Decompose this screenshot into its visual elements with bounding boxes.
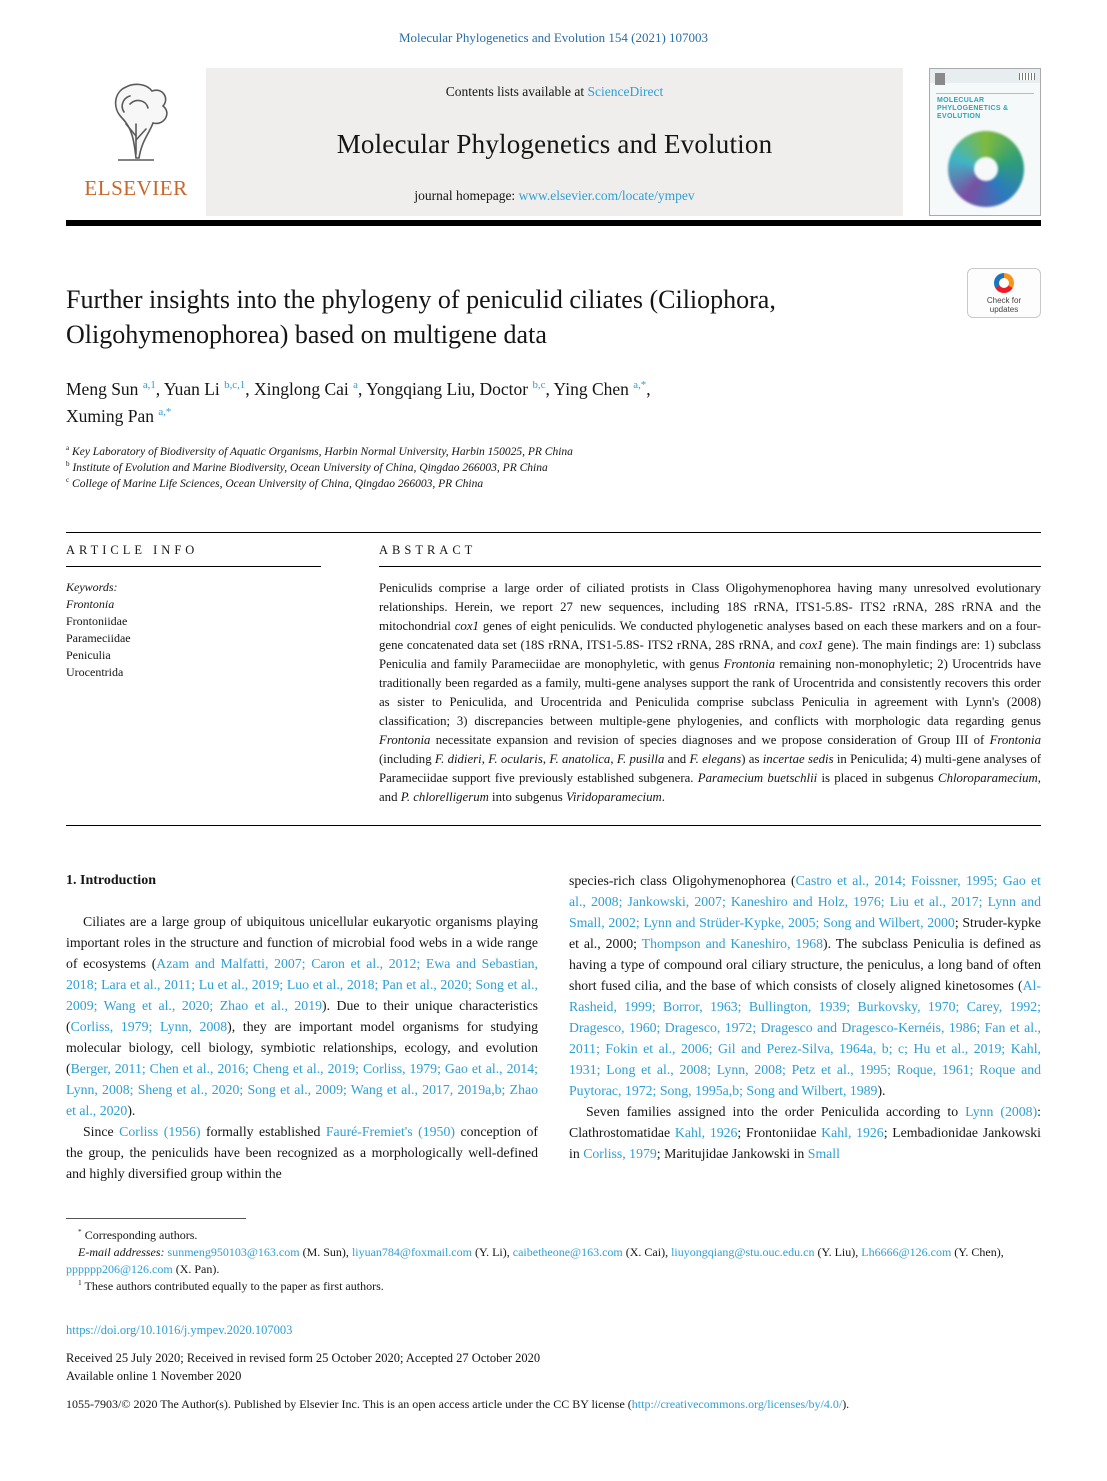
footer-block [66, 1321, 1041, 1413]
elsevier-tree-icon [90, 74, 182, 174]
title-row [66, 282, 1041, 352]
intro-paragraph-2: Since Corliss (1956) formally established Fauré-Fremiet's (1950) conception of the group, the peniculids have been recognized as a morphologically well-defined and highly diversified group within the [66, 1124, 538, 1181]
article-info-heading: ARTICLE INFO [66, 543, 321, 567]
link[interactable]: Small [807, 1146, 840, 1161]
article-info-abstract-section [66, 532, 1041, 826]
abstract-text: Peniculids comprise a large order of ciliated protists in Class Oligohymenophorea having many unresolved evolutionary relationships. Herein, we report 27 new sequences, including 18S rRNA, ITS1-5.8S- ITS2 rRNA, 28S rRNA and the mitochondrial cox1 genes of eight peniculids. We conducted phylogenetic analyses based on each these markers and on a four-gene concatenated data set (18S rRNA, ITS1-5.8S- ITS2 rRNA, 28S rRNA, and cox1 gene). The main findings are: 1) subclass Peniculia and family Parameciidae are monophyletic, with genus Frontonia remaining non-monophyletic; 2) Urocentrids have traditionally been regarded as a family, multi-gene analyses support the rank of Urocentrida and consistently recovers this order as sister to Peniculida, and Urocentrida and Peniculida comprise subclass Peniculia in agreement with Lynn's (2008) classification; 3) discrepancies between multiple-gene phylogenies, and conflicts with morphologic data regarding genus Frontonia necessitate expansion and revision of species diagnoses and we propose consideration of Group III of Frontonia (including F. didieri, F. ocularis, F. anatolica, F. pusilla and F. elegans) as incertae sedis in Peniculida; 4) multi-gene analyses of Parameciidae support five previously established subgenera. Paramecium buetschlii is placed in subgenus Chloroparamecium, and P. chlorelligerum into subgenus Viridoparamecium. [379, 581, 1041, 804]
link[interactable]: Corliss (1956) [119, 1124, 201, 1139]
link[interactable]: Castro et al., 2014; Foissner, 1995; Gao et al., 2008; Jankowski, 2007; Kaneshiro and Holz, 1976; Liu et al., 2017; Lynn and Small, 2002; Lynn and Strüder-Kypke, 2005; Song and Wilbert, 2000 [569, 873, 1042, 930]
homepage-line [214, 188, 895, 204]
link[interactable]: Kahl, 1926 [674, 1125, 738, 1140]
keywords-label: Keywords: [66, 580, 118, 594]
link[interactable]: a,1 [142, 379, 156, 392]
link[interactable]: liuyongqiang@stu.ouc.edu.cn [671, 1245, 815, 1259]
email-addresses-line: E-mail addresses: sunmeng950103@163.com (M. Sun), liyuan784@foxmail.com (Y. Li), caibetheone@163.com (X. Cai), liuyongqiang@stu.ouc.edu.cn (Y. Liu), Lh6666@126.com (Y. Chen), pppppp206@126.com (X. Pan). [66, 1245, 1004, 1276]
equal-contribution-note: $^1$ These authors contributed equally to the paper as first authors. [78, 1278, 384, 1293]
link[interactable]: Corliss, 1979; Lynn, 2008 [70, 1019, 228, 1034]
journal-banner [206, 68, 903, 216]
cover-mini-logo [935, 73, 945, 85]
link[interactable]: b,c,1 [224, 379, 246, 392]
body-column-right [569, 870, 1041, 1184]
keywords-list [66, 596, 321, 681]
link[interactable]: Fauré-Fremiet's (1950) [325, 1124, 455, 1139]
abstract-column [379, 543, 1041, 807]
cover-rule [936, 93, 1034, 94]
link[interactable]: Lynn (2008) [965, 1104, 1038, 1119]
body-column-left [66, 870, 538, 1184]
link[interactable]: b,c [532, 379, 546, 392]
link[interactable]: Thompson and Kaneshiro, 1968 [641, 936, 824, 951]
link[interactable]: liyuan784@foxmail.com [351, 1245, 472, 1259]
link[interactable]: a [353, 379, 358, 392]
doi-link[interactable]: https://doi.org/10.1016/j.ympev.2020.107003 [66, 1323, 293, 1337]
link[interactable]: a,* [633, 379, 647, 392]
footnote-separator [66, 1218, 246, 1219]
available-online-line: Available online 1 November 2020 [66, 1369, 242, 1383]
intro-paragraph-1: Ciliates are a large group of ubiquitous unicellular eukaryotic organisms playing important roles in the structure and function of microbial food webs in a wide range of ecosystems (Azam and Malfatti, 2007; Caron et al., 2012; Ewa and Sebastian, 2018; Lara et al., 2011; Lu et al., 2019; Luo et al., 2018; Pan et al., 2020; Song et al., 2009; Wang et al., 2020; Zhao et al., 2019). Due to their unique characteristics (Corliss, 1979; Lynn, 2008), they are important model organisms for studying molecular biology, cell biology, symbiotic relationships, ecology, and evolution (Berger, 2011; Chen et al., 2016; Cheng et al., 2019; Corliss, 1979; Gao et al., 2014; Lynn, 2008; Sheng et al., 2020; Song et al., 2009; Wang et al., 2017, 2019a,b; Zhao et al., 2020). [66, 914, 538, 1118]
article-info-column [66, 543, 321, 807]
journal-header [66, 68, 1041, 216]
journal-title: Molecular Phylogenetics and Evolution [336, 128, 773, 159]
link[interactable]: Kahl, 1926 [821, 1125, 884, 1140]
body-columns [66, 870, 1041, 1184]
link[interactable]: Lh6666@126.com [861, 1245, 952, 1259]
intro-paragraph-3: species-rich class Oligohymenophorea (Castro et al., 2014; Foissner, 1995; Gao et al., 2008; Jankowski, 2007; Kaneshiro and Holz, 1976; Liu et al., 2017; Lynn and Small, 2002; Lynn and Strüder-Kypke, 2005; Song and Wilbert, 2000; Struder-kypke et al., 2000; Thompson and Kaneshiro, 1968). The subclass Peniculia is defined as having a type of compound oral ciliary structure, the peniculus, a long band of often short fused cilia, and the base of which consists of closely aligned kinetosomes (Al-Rasheid, 1999; Borror, 1963; Bullington, 1939; Burkovsky, 1970; Carey, 1992; Dragesco, 1960; Dragesco, 1972; Dragesco and Dragesco-Kernéis, 1986; Fan et al., 2011; Fokin et al., 2006; Gil and Perez-Silva, 1964a, b; c; Hu et al., 2019; Kahl, 1931; Long et al., 2008; Lynn, 2008; Petz et al., 1995; Roque, 1961; Roque and Puytorac, 1972; Song, 1995a,b; Song and Wilbert, 1989). [569, 873, 1042, 1098]
link[interactable]: a,* [158, 406, 172, 419]
cover-phylo-art [948, 131, 1024, 207]
author-list: Meng Sun $^{a,1}$, Yuan Li $^{b,c,1}$, Xinglong Cai $^a$, Yongqiang Liu, Doctor $^{b,c}$, Ying Chen $^{a,*}$, Xuming Pan $^{a,*}$ [66, 379, 651, 426]
keyword-item: Parameciidae [66, 631, 131, 645]
link[interactable]: caibetheone@163.com [512, 1245, 623, 1259]
link[interactable]: Al-Rasheid, 1999; Borror, 1963; Bullington, 1939; Burkovsky, 1970; Carey, 1992; Dragesco, 1960; Dragesco, 1972; Dragesco and Dragesco-Kernéis, 1986; Fan et al., 2011; Fokin et al., 2006; Gil and Perez-Silva, 1964a, b; c; Hu et al., 2019; Kahl, 1931; Long et al., 2008; Lynn, 2008; Petz et al., 1995; Roque, 1961; Roque and Puytorac, 1972; Song, 1995a,b; Song and Wilbert, 1989 [569, 978, 1041, 1098]
journal-cover-thumbnail[interactable] [929, 68, 1041, 216]
journal-citation[interactable]: Molecular Phylogenetics and Evolution 154 (2021) 107003 [398, 30, 709, 45]
keyword-item: Frontonia [66, 597, 115, 611]
abstract-heading: ABSTRACT [379, 543, 1041, 567]
copyright-line: 1055-7903/© 2020 The Author(s). Published by Elsevier Inc. This is an open access article under the CC BY license (http://creativecommons.org/licenses/by/4.0/). [66, 1397, 850, 1411]
elsevier-wordmark: ELSEVIER [84, 176, 188, 200]
sciencedirect-link[interactable]: ScienceDirect [587, 84, 664, 99]
link[interactable]: sunmeng950103@163.com [167, 1245, 300, 1259]
corresponding-authors-note: * Corresponding authors. [78, 1227, 198, 1242]
received-line: Received 25 July 2020; Received in revised form 25 October 2020; Accepted 27 October 2020 [66, 1351, 541, 1365]
footnotes [66, 1218, 1041, 1295]
crossmark-icon [994, 273, 1014, 293]
contents-line [214, 84, 895, 100]
link[interactable]: Azam and Malfatti, 2007; Caron et al., 2012; Ewa and Sebastian, 2018; Lara et al., 2011; Lu et al., 2019; Luo et al., 2018; Pan et al., 2020; Song et al., 2009; Wang et al., 2020; Zhao et al., 2019 [66, 956, 538, 1013]
homepage-prefix: journal homepage: [414, 188, 519, 203]
link[interactable]: pppppp206@126.com [66, 1262, 173, 1276]
article-title: Further insights into the phylogeny of peniculid ciliates (Ciliophora, Oligohymenophorea) based on multigene data [66, 285, 776, 349]
link[interactable]: http://creativecommons.org/licenses/by/4.0/ [631, 1397, 843, 1411]
link[interactable]: Corliss, 1979 [583, 1146, 657, 1161]
check-badge-label: Check for updates [986, 295, 1022, 314]
affiliation-c: $^c$ College of Marine Life Sciences, Ocean University of China, Qingdao 266003, PR China [66, 476, 484, 490]
check-for-updates-badge[interactable] [967, 268, 1041, 318]
intro-paragraph-4: Seven families assigned into the order Peniculida according to Lynn (2008): Clathrostomatidae Kahl, 1926; Frontoniidae Kahl, 1926; Lembadionidae Jankowski in Corliss, 1979; Maritujidae Jankowski in Small [569, 1104, 1042, 1161]
header-divider-bar [66, 220, 1041, 226]
keyword-item: Urocentrida [66, 665, 124, 679]
introduction-heading: 1. Introduction [66, 873, 156, 888]
keyword-item: Peniculia [66, 648, 111, 662]
cover-barcode [1019, 73, 1035, 80]
homepage-link[interactable]: www.elsevier.com/locate/ympev [518, 188, 695, 203]
cover-title: MOLECULAR PHYLOGENETICS & EVOLUTION [937, 97, 1009, 120]
affiliation-a: $^a$ Key Laboratory of Biodiversity of Aquatic Organisms, Harbin Normal University, Harbin 150025, PR China [66, 444, 573, 458]
affiliation-b: $^b$ Institute of Evolution and Marine Biodiversity, Ocean University of China, Qingdao 266003, PR China [66, 460, 548, 474]
contents-prefix: Contents lists available at [445, 84, 588, 99]
elsevier-logo[interactable] [66, 68, 206, 216]
keyword-item: Frontoniidae [66, 614, 128, 628]
affiliations [66, 444, 1041, 492]
link[interactable]: Berger, 2011; Chen et al., 2016; Cheng et al., 2019; Corliss, 1979; Gao et al., 2014; Lynn, 2008; Sheng et al., 2020; Song et al., 2009; Wang et al., 2017, 2019a,b; Zhao et al., 2020 [66, 1061, 538, 1118]
